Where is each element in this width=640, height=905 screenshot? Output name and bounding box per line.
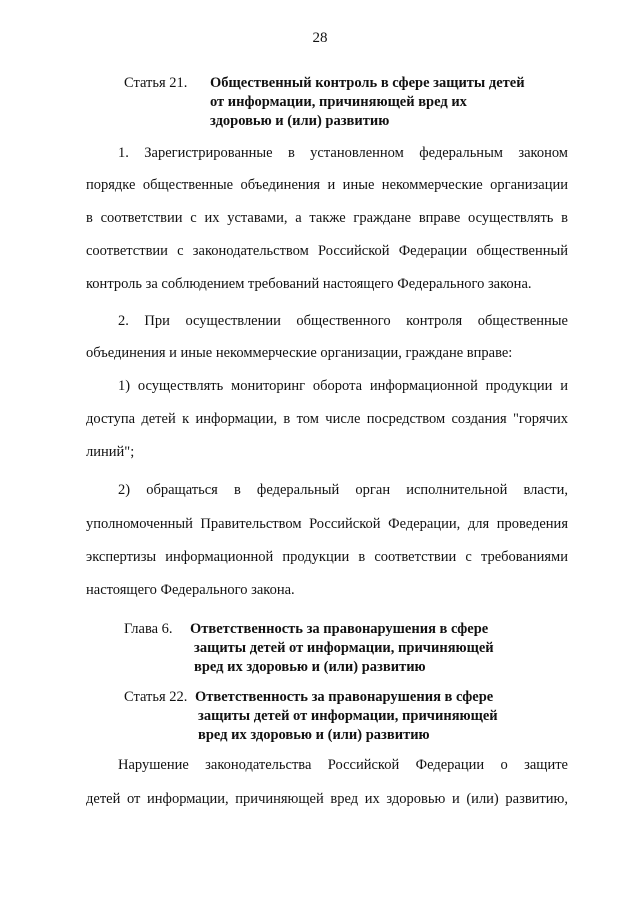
article-22-label: Статья 22. (124, 689, 188, 705)
item-2-line: экспертизы информационной продукции в соответствии с требованиями (86, 549, 568, 565)
paragraph-1-line: в соответствии с их уставами, а также граждане вправе осуществлять в (86, 210, 568, 226)
paragraph-1-line: соответствии с законодательством Российской Федерации общественный (86, 243, 568, 259)
article-21-title-line: Общественный контроль в сфере защиты детей (210, 75, 525, 91)
article-21-title-line: здоровью и (или) развитию (210, 113, 390, 129)
chapter-6-title-line: вред их здоровью и (или) развитию (194, 659, 426, 675)
paragraph-1-line: 1. Зарегистрированные в установленном федеральным законом (118, 145, 568, 161)
article-21-heading (124, 74, 564, 131)
article-21-title-line: от информации, причиняющей вред их (210, 94, 467, 110)
item-1-line: 1) осуществлять мониторинг оборота информационной продукции и (118, 378, 568, 394)
article-21-label: Статья 21. (124, 75, 188, 91)
paragraph-1-line: контроль за соблюдением требований настоящего Федерального закона. (86, 276, 532, 292)
item-1-line: доступа детей к информации, в том числе посредством создания "горячих (86, 411, 568, 427)
article-22-title-line: Ответственность за правонарушения в сфере (195, 689, 494, 705)
page-number: 28 (312, 30, 328, 46)
chapter-6-title (190, 620, 564, 677)
chapter-6-title-line: защиты детей от информации, причиняющей (194, 640, 494, 656)
item-1-line: линий"; (86, 444, 135, 460)
article-22-title (195, 688, 564, 745)
article-22-title-line: вред их здоровью и (или) развитию (198, 727, 430, 743)
item-2-line: настоящего Федерального закона. (86, 582, 295, 598)
chapter-6-label: Глава 6. (124, 621, 173, 637)
paragraph-2-line: объединения и иные некоммерческие организации, граждане вправе: (86, 345, 513, 361)
paragraph-1-line: порядке общественные объединения и иные некоммерческие организации (86, 177, 568, 193)
chapter-6-title-line: Ответственность за правонарушения в сфере (190, 621, 489, 637)
paragraph-3-line: детей от информации, причиняющей вред их здоровью и (или) развитию, (86, 791, 568, 807)
article-21-title (210, 74, 564, 131)
paragraph-3-line: Нарушение законодательства Российской Федерации о защите (118, 757, 568, 773)
chapter-6-heading (124, 620, 564, 677)
paragraph-2-line: 2. При осуществлении общественного контроля общественные (118, 313, 568, 329)
item-2-line: уполномоченный Правительством Российской Федерации, для проведения (86, 516, 568, 532)
item-2-line: 2) обращаться в федеральный орган исполнительной власти, (118, 482, 568, 498)
article-22-heading (124, 688, 564, 745)
article-22-title-line: защиты детей от информации, причиняющей (198, 708, 498, 724)
